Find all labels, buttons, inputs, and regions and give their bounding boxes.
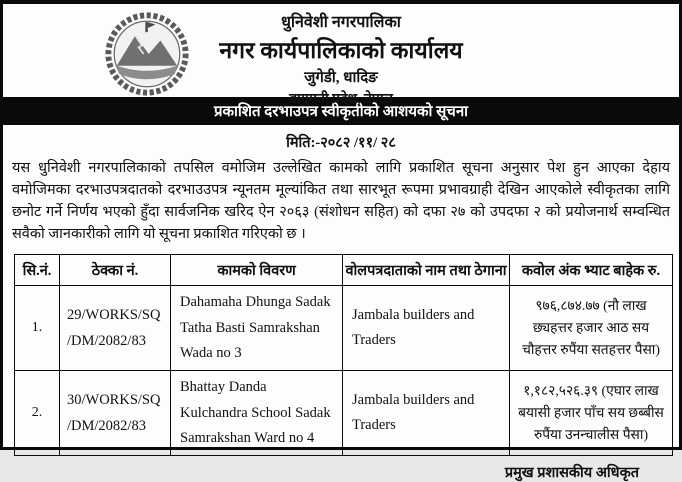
col-header-work-description: कामको विवरण (171, 255, 343, 286)
tender-award-table (14, 254, 673, 456)
table-row (15, 286, 673, 371)
row2-sn: 2. (15, 371, 60, 456)
municipality-name: धुनिवेशी नगरपालिका (281, 14, 401, 31)
row1-work-description: Dahamaha Dhunga Sadak Tatha Basti Samrakshan Wada no 3 (171, 286, 343, 371)
notice-date: मिति:-२०८२ /११/ २८ (286, 135, 396, 151)
col-header-amount: कवोल अंक भ्याट बाहेक रु. (510, 255, 673, 286)
signature-title: प्रमुख प्रशासकीय अधिकृत (504, 465, 639, 482)
municipality-emblem-icon (105, 12, 189, 96)
row2-bidder: Jambala builders and Traders (343, 371, 510, 456)
notice-body-paragraph: यस धुनिवेशी नगरपालिकाको तपसिल वमोजिम उल्लेखित कामको लागि प्रकाशित सूचना अनुसार पेश हुन आएका देहाय वमोजिमका दरभाउपत्रदातको दरभाउउपत्र न्यूनतम मूल्यांकित तथा सारभूत रूपमा प्रभावग्राही देखिन आएकोले स्वीकृतका लागि छनोट गर्ने निर्णय भएको हुँदा सार्वजनिक खरिद ऐन २०६३ (संशोधन सहित) को दफा २७ को उपदफा २ को प्रयोजनार्थ सम्वन्धित सवैको जानकारीको लागि यो सूचना प्रकाशित गरिएको छ । (12, 160, 670, 243)
col-header-sn: सि.नं. (15, 255, 60, 286)
office-name: नगर कार्यपालिकाको कार्यालय (219, 38, 463, 63)
letterhead (3, 4, 679, 107)
province-line: बागमती प्रदेश, नेपाल (289, 92, 393, 107)
row1-amount: ९७६,८७४.७७ (नौ लाख छ्यहत्तर हजार आठ सय चौहत्तर रुपैंया सतहत्तर पैसा) (510, 286, 673, 371)
row2-contract-no: 30/WORKS/SQ/DM/2082/83 (60, 371, 171, 456)
col-header-contract-no: ठेक्का नं. (60, 255, 171, 286)
office-location: जुगेडी, धादिङ (304, 70, 378, 86)
notice-title-banner: प्रकाशित दरभाउपत्र स्वीकृतीको आशयको सूचना (3, 97, 679, 125)
row2-amount: १,१८२,५२६.३९ (एघार लाख बयासी हजार पाँच सय छब्बीस रुपैंया उनन्चालीस पैसा) (510, 371, 673, 456)
col-header-bidder: वोलपत्रदाताको नाम तथा ठेगाना (343, 255, 510, 286)
table-row (15, 371, 673, 456)
table-header-row (15, 255, 673, 286)
row2-work-description: Bhattay Danda Kulchandra School Sadak Samrakshan Ward no 4 (171, 371, 343, 456)
row1-bidder: Jambala builders and Traders (343, 286, 510, 371)
row1-sn: 1. (15, 286, 60, 371)
row1-contract-no: 29/WORKS/SQ/DM/2082/83 (60, 286, 171, 371)
